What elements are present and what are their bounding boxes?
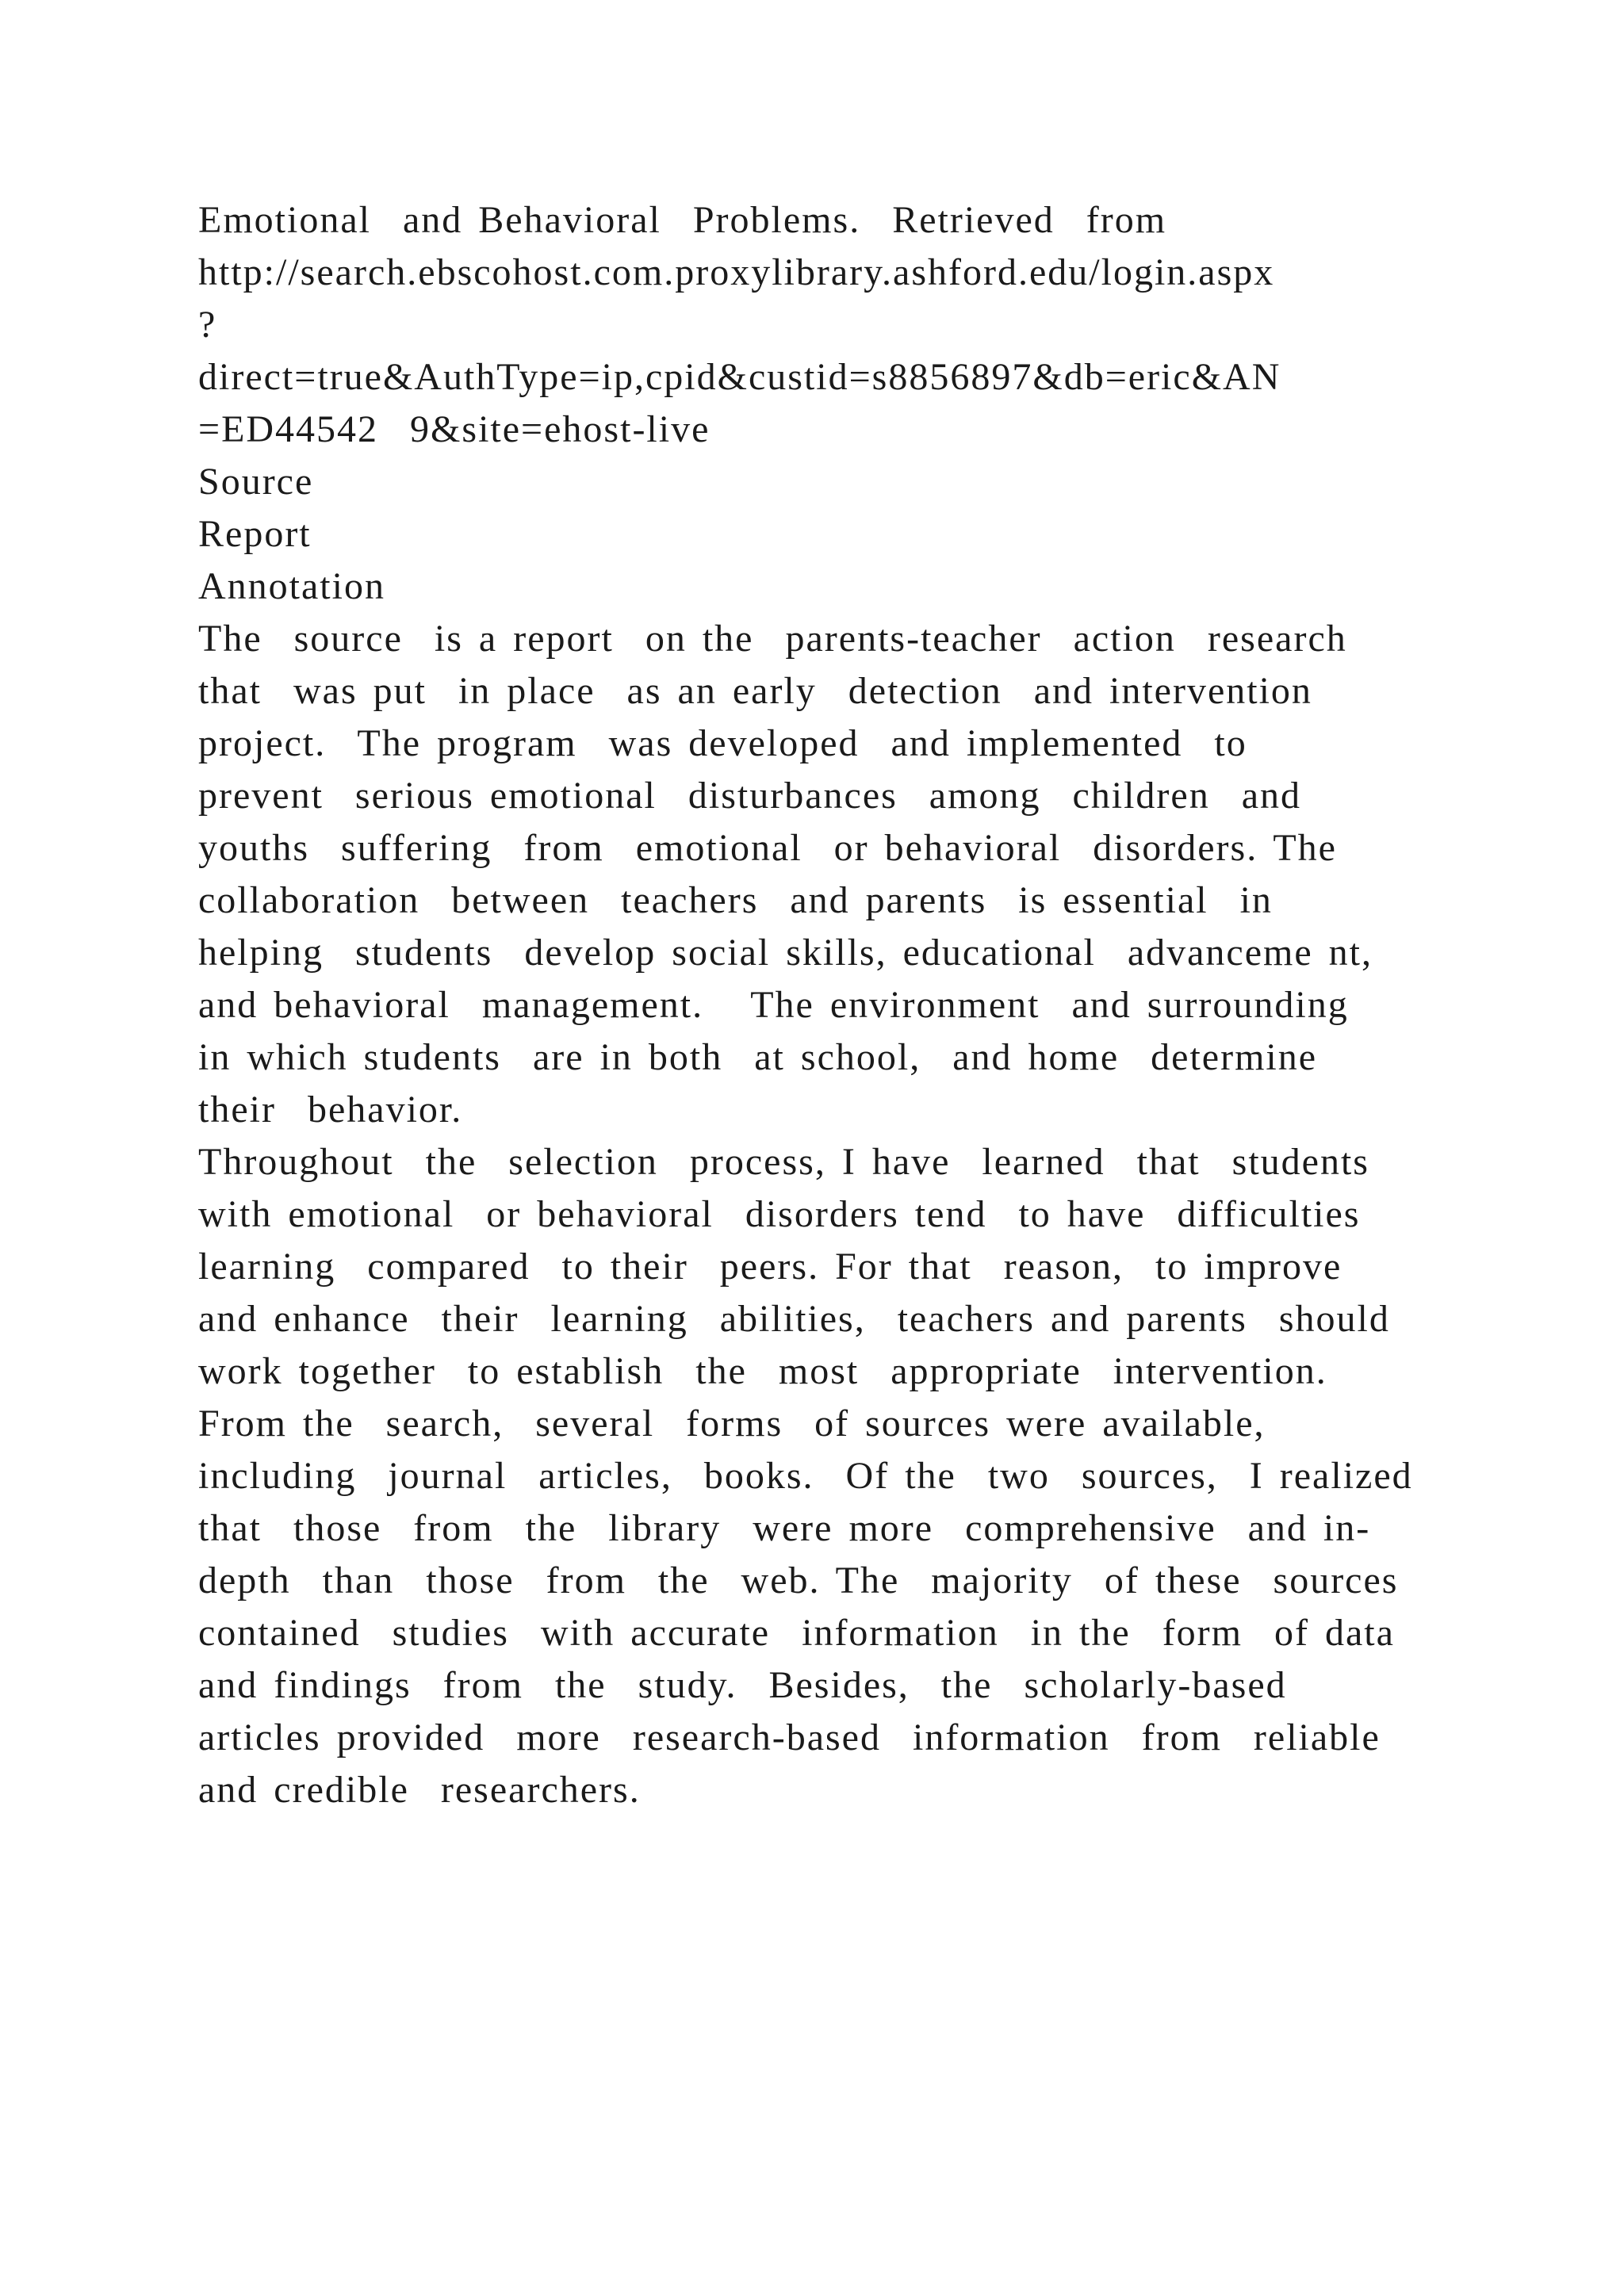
paragraph-line: with emotional or behavioral disorders tend to have difficulties — [198, 1193, 1361, 1235]
paragraph-line: including journal articles, books. Of the two sources, I realized — [198, 1455, 1413, 1497]
citation-url-line: direct=true&AuthType=ip,cpid&custid=s8856897&db=eric&AN — [198, 356, 1281, 398]
heading-source: Source — [198, 461, 314, 503]
citation-url-line: ? — [198, 304, 217, 346]
paragraph-reflection — [198, 1136, 1435, 1816]
heading-report: Report — [198, 513, 312, 555]
citation-url-line: =ED44542 9&site=ehost-live — [198, 408, 710, 450]
paragraph-line: contained studies with accurate information in the form of data — [198, 1612, 1395, 1654]
paragraph-line: youths suffering from emotional or behavioral disorders. The — [198, 827, 1337, 869]
paragraph-line: articles provided more research-based information from reliable — [198, 1716, 1381, 1758]
paragraph-line: collaboration between teachers and parents is essential in — [198, 879, 1273, 921]
citation-url-line: http://search.ebscohost.com.proxylibrary.ashford.edu/login.aspx — [198, 251, 1275, 293]
paragraph-line: in which students are in both at school, and home determine — [198, 1036, 1318, 1078]
paragraph-line: and enhance their learning abilities, teachers and parents should — [198, 1298, 1390, 1340]
paragraph-line: and behavioral management. The environment and surrounding — [198, 984, 1349, 1026]
paragraph-line: that those from the library were more comprehensive and in- — [198, 1507, 1371, 1549]
citation-block — [198, 194, 1435, 456]
paragraph-line: project. The program was developed and implemented to — [198, 722, 1247, 764]
paragraph-line: From the search, several forms of sources were available, — [198, 1402, 1266, 1445]
citation-line: Emotional and Behavioral Problems. Retrieved from — [198, 199, 1167, 241]
paragraph-line: learning compared to their peers. For that reason, to improve — [198, 1246, 1342, 1288]
paragraph-line: their behavior. — [198, 1089, 463, 1131]
paragraph-line: and findings from the study. Besides, the scholarly-based — [198, 1664, 1287, 1706]
paragraph-line: helping students develop social skills, educational advanceme nt, — [198, 932, 1373, 974]
paragraph-annotation — [198, 613, 1435, 1136]
document-page — [198, 194, 1435, 1816]
paragraph-line: prevent serious emotional disturbances among children and — [198, 775, 1302, 817]
paragraph-line: The source is a report on the parents-teacher action research — [198, 618, 1347, 660]
paragraph-line: Throughout the selection process, I have learned that students — [198, 1141, 1369, 1183]
paragraph-line: work together to establish the most appropriate intervention. — [198, 1350, 1327, 1392]
paragraph-line: that was put in place as an early detection and intervention — [198, 670, 1312, 712]
paragraph-line: depth than those from the web. The majority of these sources — [198, 1559, 1399, 1601]
paragraph-line: and credible researchers. — [198, 1769, 641, 1811]
heading-annotation: Annotation — [198, 565, 385, 607]
headings-block — [198, 456, 1435, 613]
